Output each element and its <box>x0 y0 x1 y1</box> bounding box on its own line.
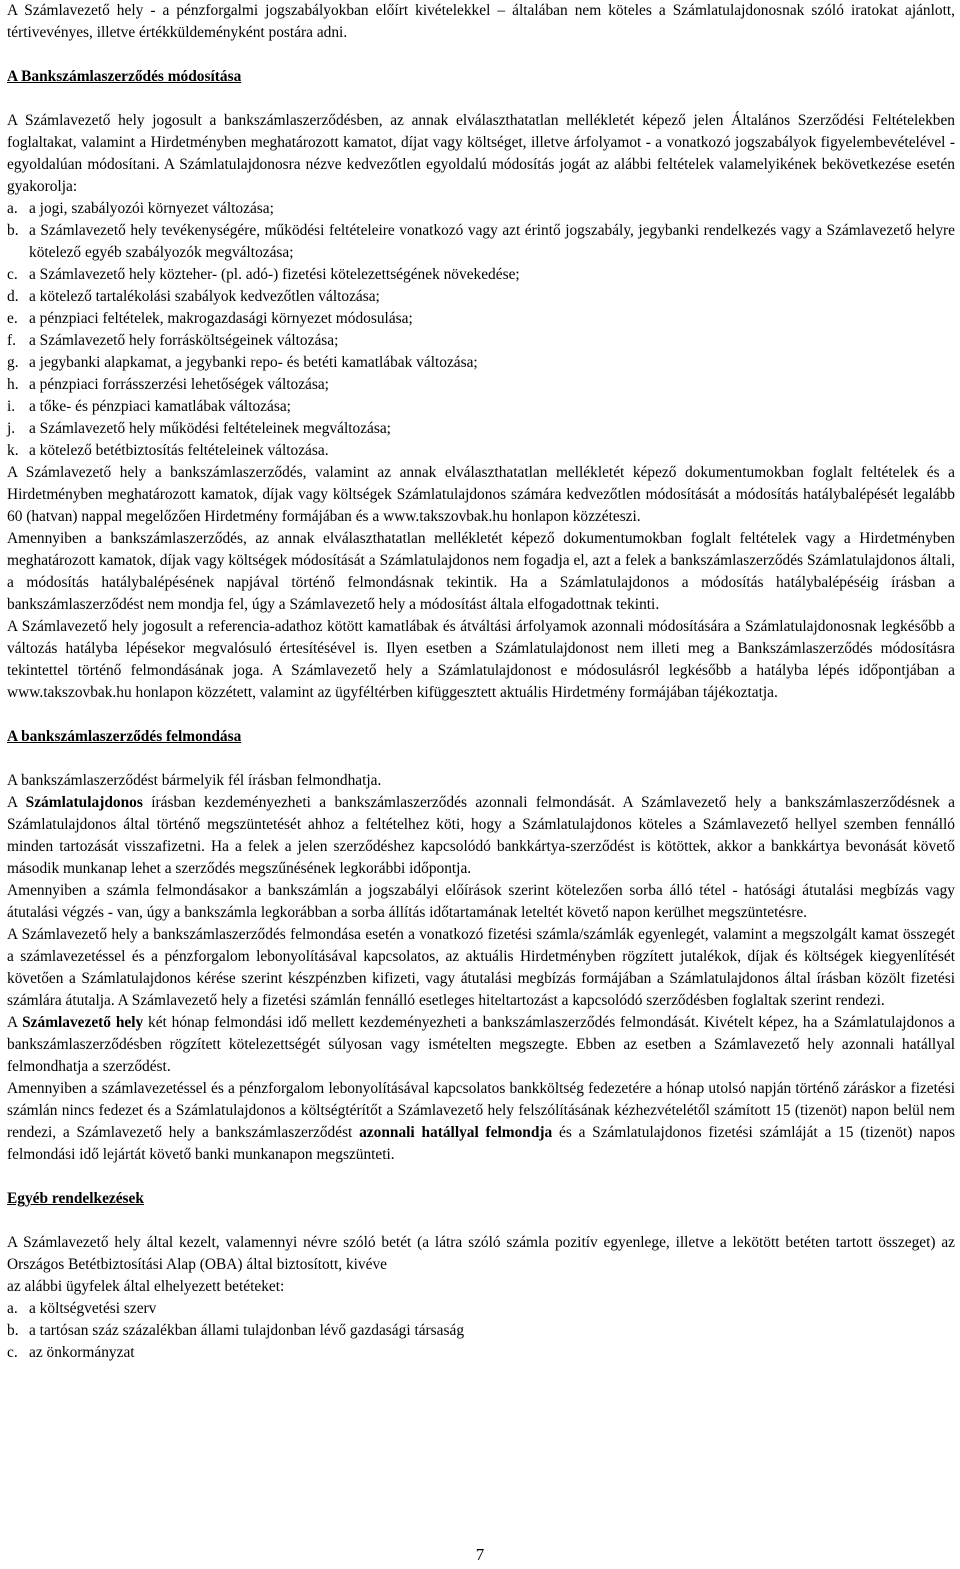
list-item <box>7 374 955 396</box>
text-run: A <box>7 1014 23 1031</box>
list-letter: f. <box>7 332 16 349</box>
section-heading-modification: A Bankszámlaszerződés módosítása <box>7 68 242 85</box>
list-letter: c. <box>7 1344 18 1361</box>
list-text: a jegybanki alapkamat, a jegybanki repo- és betéti kamatlábak változása; <box>29 354 478 371</box>
bold-term: Számlavezető hely <box>22 1014 144 1031</box>
paragraph: Amennyiben a számla felmondásakor a bankszámlán a jogszabályi előírások szerint kötelezően sorba álló tétel - hatósági átutalási megbízás vagy átutalási végzés - van, úgy a bankszámla legkorábban a sorba állítás időtartamának leteltét követő napon kerülhet megszüntetésre. <box>7 882 955 921</box>
list-item <box>7 220 955 264</box>
list-letter: i. <box>7 398 16 415</box>
list-item <box>7 286 955 308</box>
paragraph: Amennyiben a bankszámlaszerződés, az annak elválaszthatatlan mellékletét képező dokumentumokban foglalt feltételek vagy a Hirdetményben meghatározott kamatok, díjak vagy költségek módosítását a Számlatulajdonos nem fogadja el, azt a felek a bankszámlaszerződés Számlatulajdonos általi, a módosítás hatálybalépésének napjával történő felmondásnak tekintik. Ha a Számlatulajdonos a módosítás hatálybalépéséig írásban a bankszámlaszerződést nem mondja fel, úgy a Számlavezető hely a módosítást általa elfogadottnak tekinti. <box>7 530 955 613</box>
list-text: az önkormányzat <box>29 1344 135 1361</box>
list-text: a kötelező tartalékolási szabályok kedvezőtlen változása; <box>29 288 380 305</box>
list-item <box>7 308 955 330</box>
paragraph: A Számlavezető hely jogosult a referencia-adathoz kötött kamatlábak és átváltási árfolyamok azonnali módosítására a Számlatulajdonosnak legkésőbb a változás hatályba lépésekor megvalósuló értesítésével is. Ilyen esetben a Számlatulajdonost nem illeti meg a Bankszámlaszerződés módosításra tekintettel történő felmondásának joga. A Számlavezető hely a Számlatulajdonost e módosulásról legkésőbb a hatályba lépés időpontjában a www.takszovbak.hu honlapon közzétett, valamint az ügyféltérben kifüggesztett aktuális Hirdetmény formájában tájékoztatja. <box>7 618 955 701</box>
paragraph: A bankszámlaszerződést bármelyik fél írásban felmondhatja. <box>7 772 382 789</box>
list-item <box>7 352 955 374</box>
list-item <box>7 1320 955 1342</box>
list-text: a pénzpiaci forrásszerzési lehetőségek változása; <box>29 376 329 393</box>
list-text: a Számlavezető hely forrásköltségeinek változása; <box>29 332 339 349</box>
list-letter: g. <box>7 354 19 371</box>
bold-term: Számlatulajdonos <box>25 794 143 811</box>
list-item <box>7 396 955 418</box>
list-text: a jogi, szabályozói környezet változása; <box>29 200 274 217</box>
list-letter: d. <box>7 288 19 305</box>
text-run: két hónap felmondási idő mellett kezdeményezheti a bankszámlaszerződés felmondását. Kivételt képez, ha a Számlatulajdonos a bankszámlaszerződésben rögzített kötelezettségét súlyosan vagy ismételten megszegte. Ebben az esetben a Számlavezető hely azonnali hatállyal felmondhatja a szerződést. <box>7 1014 955 1075</box>
text-run: A <box>7 794 26 811</box>
list-item <box>7 198 955 220</box>
paragraph: A Számlavezető hely a bankszámlaszerződés, valamint az annak elválaszthatatlan mellékletét képező dokumentumokban foglalt feltételek és a Hirdetményben meghatározott kamatok, díjak vagy költségek Számlatulajdonos számára kedvezőtlen módosítását a módosítás hatálybalépését legalább 60 (hatvan) nappal megelőzően Hirdetmény formájában és a www.takszovbak.hu honlapon közzéteszi. <box>7 464 955 525</box>
section-heading-other: Egyéb rendelkezések <box>7 1190 144 1207</box>
list-letter: h. <box>7 376 19 393</box>
list-text: a pénzpiaci feltételek, makrogazdasági környezet módosulása; <box>29 310 413 327</box>
list-letter: b. <box>7 222 19 239</box>
page-number: 7 <box>475 1545 485 1564</box>
paragraph: az alábbi ügyfelek által elhelyezett betéteket: <box>7 1278 285 1295</box>
list-letter: a. <box>7 1300 18 1317</box>
paragraph: A Számlavezető hely által kezelt, valamennyi névre szóló betét (a látra szóló számla pozitív egyenlege, illetve a lekötött betéten tartott összeget) az Országos Betétbiztosítási Alap (OBA) által biztosított, kivéve <box>7 1234 955 1273</box>
exception-list <box>7 1298 955 1364</box>
list-letter: j. <box>7 420 16 437</box>
paragraph <box>7 792 955 880</box>
list-text: a Számlavezető hely működési feltételeinek megváltozása; <box>29 420 391 437</box>
list-letter: k. <box>7 442 19 459</box>
list-item <box>7 418 955 440</box>
list-item <box>7 1298 955 1320</box>
list-letter: e. <box>7 310 18 327</box>
list-text: a költségvetési szerv <box>29 1300 157 1317</box>
list-item <box>7 264 955 286</box>
list-letter: a. <box>7 200 18 217</box>
section-heading-termination: A bankszámlaszerződés felmondása <box>7 728 242 745</box>
list-item <box>7 1342 955 1364</box>
text-run: írásban kezdeményezheti a bankszámlaszerződés azonnali felmondását. A Számlavezető hely a bankszámlaszerződésnek a Számlatulajdonos által történő megszüntetését ahhoz a feltételhez köti, hogy a Számlatulajdonos köteles a Számlavezető hellyel szemben fennálló minden tartozását visszafizetni. Ha a felek a jelen szerződéshez kapcsolódó bankkártya-szerződést is kötöttek, akkor a bankkártya bevonását követő második munkanap lehet a szerződés megszűnésének legkorábbi időpontja. <box>7 794 955 877</box>
list-text: a Számlavezető hely tevékenységére, működési feltételeire vonatkozó vagy azt érintő jogszabály, jegybanki rendelkezés vagy a Számlavezető helyre kötelező egyéb szabályozók megváltozása; <box>29 222 955 261</box>
list-letter: b. <box>7 1322 19 1339</box>
list-item <box>7 330 955 352</box>
list-item <box>7 440 955 462</box>
bold-term: azonnali hatállyal felmondja <box>359 1124 553 1141</box>
paragraph: A Számlavezető hely jogosult a bankszámlaszerződésben, az annak elválaszthatatlan mellékletét képező jelen Általános Szerződési Feltételekben foglaltakat, valamint a Hirdetményben meghatározott kamatot, díjat vagy költséget, illetve árfolyamot - a vonatkozó jogszabályok figyelembevételével - egyoldalúan módosítani. A Számlatulajdonosra nézve kedvezőtlen egyoldalú módosítás jogát az alábbi feltételek valamelyikének bekövetkezése esetén gyakorolja: <box>7 112 955 195</box>
list-text: a Számlavezető hely közteher- (pl. adó-) fizetési kötelezettségének növekedése; <box>29 266 520 283</box>
list-letter: c. <box>7 266 18 283</box>
list-text: a kötelező betétbiztosítás feltételeinek változása. <box>29 442 329 459</box>
paragraph <box>7 1078 955 1166</box>
intro-paragraph: A Számlavezető hely - a pénzforgalmi jogszabályokban előírt kivételekkel – általában nem köteles a Számlatulajdonosnak szóló iratokat ajánlott, tértivevényes, illetve értékküldeményként postára adni. <box>7 2 955 41</box>
document-page <box>7 0 955 1364</box>
paragraph <box>7 1012 955 1078</box>
condition-list <box>7 198 955 462</box>
list-text: a tőke- és pénzpiaci kamatlábak változása; <box>29 398 291 415</box>
text-run: és a Számlatulajdonos fizetési számláját a 15 (tizenöt) napos felmondási idő lejártát követő banki munkanapon megszünteti. <box>7 1124 956 1163</box>
text-run: Amennyiben a számlavezetéssel és a pénzforgalom lebonyolításával kapcsolatos bankköltség fedezetére a hónap utolsó napján történő záráskor a fizetési számlán nincs fedezet és a Számlatulajdonos a költségtérítőt a Számlavezető hely felszólításának kézhezvételétől számított 15 (tizenöt) napon belül nem rendezi, a Számlavezető hely a bankszámlaszerződést <box>7 1080 955 1141</box>
paragraph: A Számlavezető hely a bankszámlaszerződés felmondása esetén a vonatkozó fizetési számla/számlák egyenlegét, valamint a megszolgált kamat összegét a számlavezetéssel és a pénzforgalom lebonyolításával kapcsolatos, az aktuális Hirdetményben rögzített jutalékok, díjak és költségek kiegyenlítését követően a Számlatulajdonos kérése szerint készpénzben kifizeti, vagy átutalási megbízás formájában a Számlatulajdonos által írásban közölt fizetési számlára átutalja. A Számlavezető hely a fizetési számlán fennálló esetleges hiteltartozást a kapcsolódó szerződésben foglaltak szerint rendezi. <box>7 926 955 1009</box>
list-text: a tartósan száz százalékban állami tulajdonban lévő gazdasági társaság <box>29 1322 465 1339</box>
